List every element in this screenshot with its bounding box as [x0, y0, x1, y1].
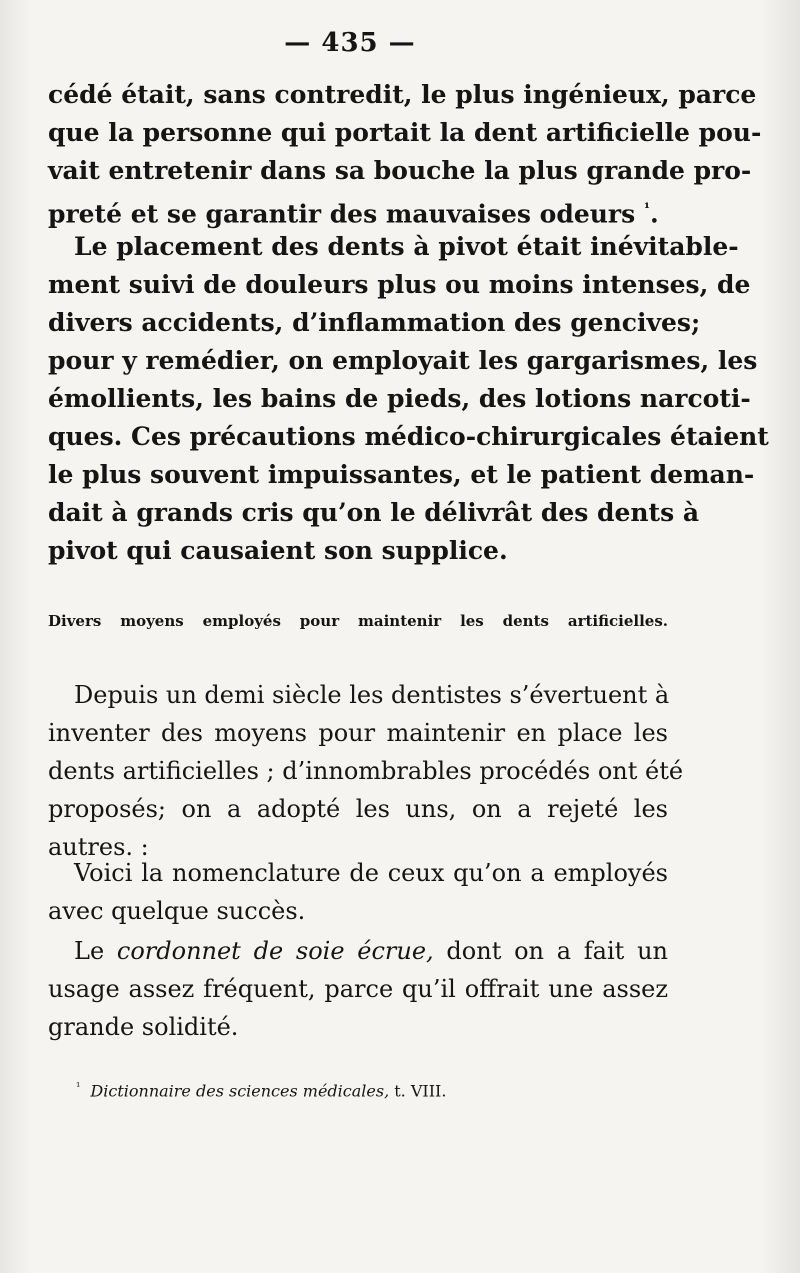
text-line: cédé était, sans contredit, le plus ingénieux, parce — [48, 80, 757, 109]
text-lead: Le — [74, 937, 117, 965]
text-line: le plus souvent impuissantes, et le patient deman- — [48, 460, 755, 489]
footnote — [76, 1080, 446, 1100]
text-line: Depuis un demi siècle les dentistes s’évertuent à — [74, 681, 670, 709]
text-line: divers accidents, d’inflammation des gencives; — [48, 308, 701, 337]
text-line: ment suivi de douleurs plus ou moins intenses, de — [48, 270, 751, 299]
text-line: ques. Ces précautions médico-chirurgicales étaient — [48, 422, 769, 451]
page-number: — 435 — — [284, 28, 416, 58]
paragraph-4 — [48, 854, 668, 930]
text-line: Voici la nomenclature de ceux qu’on a employés — [74, 859, 668, 887]
text-line: pour y remédier, on employait les gargarismes, les — [48, 346, 758, 375]
footnote-reference: ¹ — [643, 201, 651, 217]
text-line — [48, 932, 668, 970]
text-rest: dont on a fait un — [433, 937, 668, 965]
section-heading: Divers moyens employés pour maintenir les dents artificielles. — [48, 612, 668, 630]
text-line: dents artificielles ; d’innombrables procédés ont été — [48, 757, 684, 785]
text-line-content: preté et se garantir des mauvaises odeurs — [48, 199, 636, 229]
paragraph-5 — [48, 932, 668, 1046]
footnote-rest: t. VIII. — [389, 1081, 447, 1101]
footnote-title: Dictionnaire des sciences médicales, — [90, 1081, 390, 1101]
paragraph-2 — [48, 228, 769, 570]
italic-term: cordonnet de soie écrue, — [116, 937, 434, 965]
text-line: Le placement des dents à pivot était inévitable- — [74, 232, 739, 261]
text-line: dait à grands cris qu’on le délivrât des dents à — [48, 498, 700, 527]
text-line: émollients, les bains de pieds, des lotions narcoti- — [48, 384, 751, 413]
text-line: autres. : — [48, 833, 149, 861]
text-line: que la personne qui portait la dent artificielle pou- — [48, 118, 762, 147]
paragraph-3 — [48, 676, 684, 866]
text-line: avec quelque succès. — [48, 897, 306, 925]
text-line — [48, 190, 668, 233]
paragraph-1 — [48, 76, 762, 233]
text-line: vait entretenir dans sa bouche la plus grande pro- — [48, 156, 752, 185]
text-line: usage assez fréquent, parce qu’il offrait une assez — [48, 975, 668, 1003]
text-line: proposés; on a adopté les uns, on a rejeté les — [48, 795, 668, 823]
text-line: grande solidité. — [48, 1013, 239, 1041]
text-line: inventer des moyens pour maintenir en place les — [48, 719, 668, 747]
footnote-mark: ¹ — [76, 1080, 81, 1093]
period: . — [650, 199, 659, 229]
text-line: pivot qui causaient son supplice. — [48, 536, 508, 565]
